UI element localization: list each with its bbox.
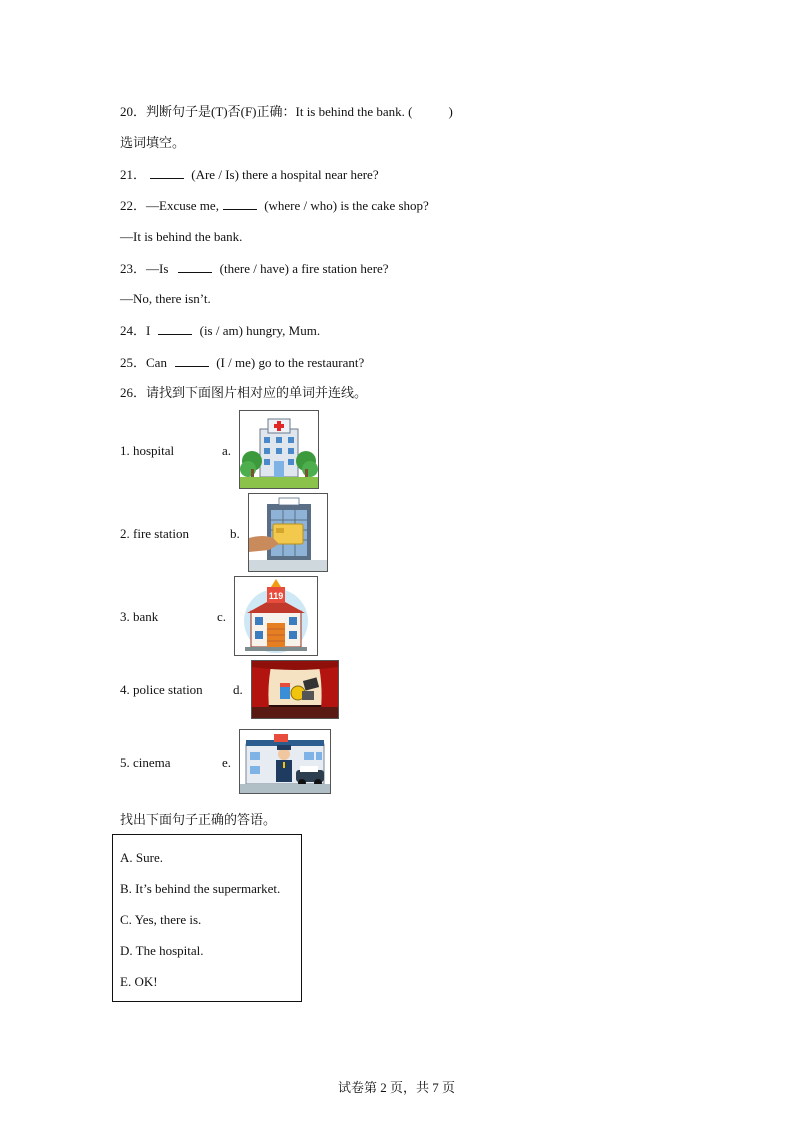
section-heading-fill: 选词填空。 [120, 135, 186, 150]
question-close: ) [448, 104, 453, 119]
question-number: 22． [120, 198, 147, 213]
answer-options-box [112, 834, 302, 1002]
match-word-4[interactable]: 4. police station [120, 682, 203, 697]
match-letter-a: a. [222, 443, 232, 458]
question-text-after: (where / who) is the cake shop? [264, 198, 429, 213]
answer-blank[interactable] [175, 354, 209, 367]
bank-icon [249, 494, 327, 571]
match-word-5[interactable]: 5. cinema [120, 755, 171, 770]
answer-blank[interactable] [223, 197, 257, 210]
match-word-3[interactable]: 3. bank [120, 609, 159, 624]
match-letter-e: e. [222, 755, 232, 770]
police-station-picture[interactable] [239, 729, 331, 794]
question-text: 请找到下面图片相对应的单词并连线。 [146, 385, 368, 400]
answer-option-a: A. Sure. [120, 850, 163, 865]
match-letter-c: c. [217, 609, 227, 624]
question-text-before: I [146, 323, 151, 338]
question-23 [120, 260, 389, 277]
question-text-after: (I / me) go to the restaurant? [216, 355, 365, 370]
match-word-1[interactable]: 1. hospital [120, 443, 175, 458]
question-text-after: (is / am) hungry, Mum. [199, 323, 321, 338]
question-20 [120, 104, 453, 120]
cinema-picture[interactable] [251, 660, 339, 719]
svg-text:119: 119 [268, 591, 284, 601]
answers-section-title: 找出下面句子正确的答语。 [120, 812, 277, 827]
question-25 [120, 354, 364, 371]
page-footer: 试卷第 2 页，共 7 页 [337, 1080, 455, 1095]
answer-blank[interactable] [150, 166, 184, 179]
question-text-before: —Is [146, 261, 169, 276]
question-number: 20． [120, 104, 147, 119]
answer-option-d: D. The hospital. [120, 943, 204, 958]
match-letter-d: d. [233, 682, 243, 697]
question-26 [120, 385, 367, 401]
cinema-icon [252, 661, 338, 718]
match-word-2[interactable]: 2. fire station [120, 526, 189, 541]
question-21 [120, 166, 379, 183]
question-24 [120, 322, 320, 339]
answer-blank[interactable] [158, 322, 192, 335]
question-number: 25． [120, 355, 147, 370]
police-station-icon [240, 730, 330, 793]
answer-option-c: C. Yes, there is. [120, 912, 202, 927]
question-text: 判断句子是(T)否(F)正确：It is behind the bank. ( [146, 104, 413, 119]
fire-station-picture[interactable] [234, 576, 318, 656]
answer-blank[interactable] [178, 260, 212, 273]
question-22 [120, 197, 429, 214]
question-text-before: Can [146, 355, 167, 370]
question-number: 26． [120, 385, 147, 400]
answer-option-b: B. It’s behind the supermarket. [120, 881, 281, 896]
hospital-picture[interactable] [239, 410, 319, 489]
bank-picture[interactable] [248, 493, 328, 572]
question-number: 21． [120, 167, 147, 182]
question-number: 23． [120, 261, 147, 276]
question-23-reply: —No, there isn’t. [120, 291, 211, 306]
question-22-reply: —It is behind the bank. [120, 229, 243, 244]
question-number: 24． [120, 323, 147, 338]
answer-option-e: E. OK! [120, 974, 158, 989]
question-text: (Are / Is) there a hospital near here? [191, 167, 379, 182]
hospital-icon [240, 411, 318, 488]
question-text-after: (there / have) a fire station here? [219, 261, 389, 276]
fire-station-icon [235, 577, 317, 655]
match-letter-b: b. [230, 526, 240, 541]
question-text-before: —Excuse me, [146, 198, 219, 213]
